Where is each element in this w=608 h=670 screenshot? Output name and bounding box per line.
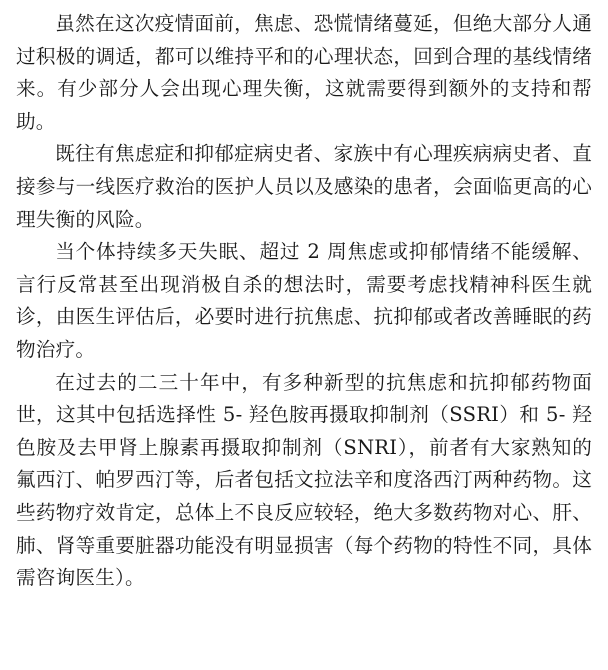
paragraph-3: 当个体持续多天失眠、超过 2 周焦虑或抑郁情绪不能缓解、言行反常甚至出现消极自杀的想法时，需要考虑找精神科医生就诊，由医生评估后，必要时进行抗焦虑、抗抑郁或者改善睡眠的药物治疗。 bbox=[16, 240, 592, 361]
paragraph-1: 虽然在这次疫情面前，焦虑、恐慌情绪蔓延，但绝大部分人通过积极的调适，都可以维持平和的心理状态，回到合理的基线情绪来。有少部分人会出现心理失衡，这就需要得到额外的支持和帮助。 bbox=[16, 12, 592, 133]
paragraph-2: 既往有焦虑症和抑郁症病史者、家族中有心理疾病病史者、直接参与一线医疗救治的医护人员以及感染的患者，会面临更高的心理失衡的风险。 bbox=[16, 142, 592, 231]
paragraph-4: 在过去的二三十年中，有多种新型的抗焦虑和抗抑郁药物面世，这其中包括选择性 5- 羟色胺再摄取抑制剂（SSRI）和 5- 羟色胺及去甲肾上腺素再摄取抑制剂（SNRI），前者有大家熟知的氟西汀、帕罗西汀等，后者包括文拉法辛和度洛西汀两种药物。这些药物疗效肯定，总体上不良反应较轻，绝大多数药物对心、肝、肺、肾等重要脏器功能没有明显损害（每个药物的特性不同，具体需咨询医生）。 bbox=[16, 370, 592, 590]
